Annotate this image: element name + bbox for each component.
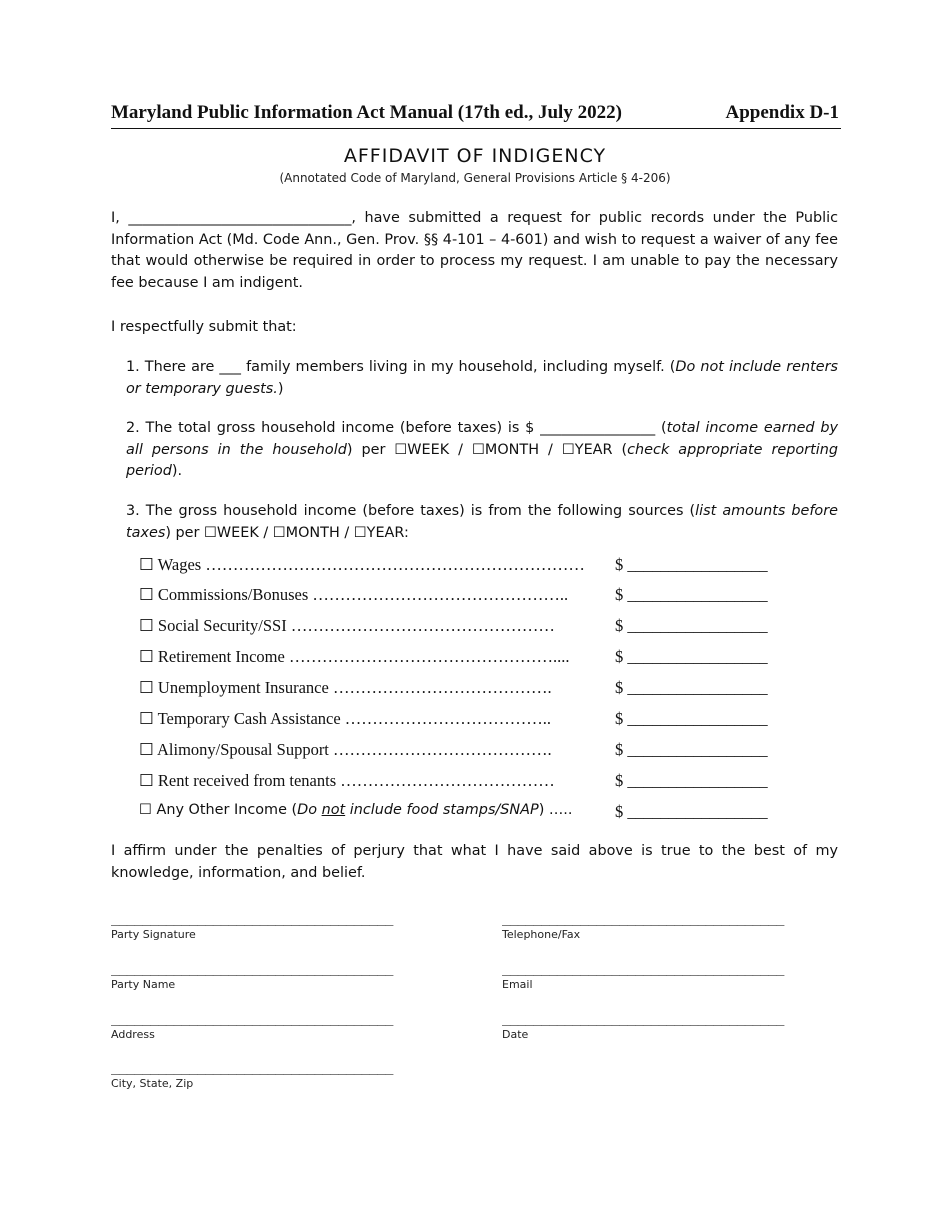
item3-text: 3. The gross household income (before taxes) is from the following sources (	[126, 503, 696, 519]
party-signature-field[interactable]	[111, 910, 441, 950]
party-signature-label: Party Signature	[111, 928, 196, 941]
item2-note1: total income earned by all persons in the household	[126, 420, 839, 458]
item1-close: )	[277, 380, 284, 397]
telephone-fax-field[interactable]	[502, 910, 832, 950]
city-state-zip-label: City, State, Zip	[111, 1077, 194, 1090]
appendix-label: Appendix D-1	[725, 102, 839, 123]
party-name-field[interactable]	[111, 960, 441, 1000]
income-label: ☐ Temporary Cash Assistance ………………………………..	[139, 709, 552, 728]
signature-line[interactable]: ____________________________________	[111, 910, 393, 926]
income-row-wages[interactable]	[139, 555, 799, 577]
intro-paragraph: I, _______________________________, have submitted a request for public records under the Public Information Act (Md. Code Ann., Gen. Prov. §§ 4-101 – 4-601) and wish to request a waiver of any fee that would otherwise be required in order to process my request. I am unable to pay the necessary fee because I am indigent.	[111, 210, 838, 291]
signature-line[interactable]: ____________________________________	[502, 1010, 784, 1026]
email-label: Email	[502, 978, 533, 991]
item2-period-options: ) per ☐WEEK / ☐MONTH / ☐YEAR (	[346, 441, 628, 458]
document-title: AFFIDAVIT OF INDIGENCY	[343, 145, 607, 167]
submit-line: I respectfully submit that:	[111, 319, 297, 335]
income-label: ☐ Wages ……………………………………………………………	[139, 555, 585, 574]
income-label: ☐ Social Security/SSI …………………………………………	[139, 616, 555, 635]
income-row-retirement[interactable]	[139, 647, 799, 669]
income-amount-field[interactable]: $ _________________	[615, 802, 768, 821]
date-label: Date	[502, 1028, 529, 1041]
income-label: ☐ Rent received from tenants …………………………………	[139, 771, 555, 790]
income-label	[139, 802, 572, 818]
party-name-label: Party Name	[111, 978, 176, 991]
item-income-sources	[126, 501, 838, 544]
income-label: ☐ Commissions/Bonuses ………………………………………..	[139, 585, 569, 604]
affirmation-paragraph: I affirm under the penalties of perjury that what I have said above is true to the best of my knowledge, information, and belief.	[111, 843, 838, 881]
income-label: ☐ Unemployment Insurance ………………………………….	[139, 678, 552, 697]
income-amount-field[interactable]: $ _________________	[615, 555, 768, 574]
signature-line[interactable]: ____________________________________	[502, 910, 784, 926]
telephone-fax-label: Telephone/Fax	[502, 928, 581, 941]
item1-note: Do not include renters or temporary guests.	[126, 359, 838, 397]
income-row-rent[interactable]	[139, 771, 799, 793]
other-note-not: not	[321, 802, 346, 818]
income-row-cash-assistance[interactable]	[139, 709, 799, 731]
income-amount-field[interactable]: $ _________________	[615, 678, 768, 697]
address-field[interactable]	[111, 1010, 441, 1050]
income-amount-field[interactable]: $ _________________	[615, 647, 768, 666]
income-row-commissions[interactable]	[139, 585, 799, 607]
item2-close: ).	[171, 463, 183, 479]
item2-text: 2. The total gross household income (before taxes) is $ ________________ (	[126, 420, 667, 436]
item-gross-income	[126, 418, 838, 483]
other-suffix: ) …..	[538, 802, 573, 818]
other-note-b: include food stamps/SNAP	[345, 802, 539, 818]
income-amount-field[interactable]: $ _________________	[615, 740, 768, 759]
income-label: ☐ Retirement Income …………………………………………....	[139, 647, 570, 666]
signature-line[interactable]: ____________________________________	[111, 1010, 393, 1026]
income-amount-field[interactable]: $ _________________	[615, 709, 768, 728]
city-state-zip-field[interactable]	[111, 1059, 441, 1099]
address-label: Address	[111, 1028, 155, 1041]
item1-text: 1. There are ___ family members living in my household, including myself. (	[126, 359, 676, 375]
item3-note: list amounts before taxes	[126, 503, 838, 541]
income-row-other[interactable]	[139, 802, 799, 824]
date-field[interactable]	[502, 1010, 832, 1050]
item2-note2: check appropriate reporting period	[126, 441, 838, 479]
other-note-a: Do	[297, 802, 322, 818]
income-amount-field[interactable]: $ _________________	[615, 771, 768, 790]
running-header	[111, 100, 841, 129]
item-household-members	[126, 357, 838, 400]
income-label: ☐ Alimony/Spousal Support ………………………………….	[139, 740, 552, 759]
signature-line[interactable]: ____________________________________	[111, 960, 393, 976]
income-row-alimony[interactable]	[139, 740, 799, 762]
signature-line[interactable]: ____________________________________	[111, 1059, 393, 1075]
signature-line[interactable]: ____________________________________	[502, 960, 784, 976]
email-field[interactable]	[502, 960, 832, 1000]
manual-title: Maryland Public Information Act Manual (17th ed., July 2022)	[111, 102, 622, 123]
income-row-social-security[interactable]	[139, 616, 799, 638]
income-row-unemployment[interactable]	[139, 678, 799, 700]
other-prefix: ☐ Any Other Income (	[139, 802, 298, 818]
item3-period-options: ) per ☐WEEK / ☐MONTH / ☐YEAR:	[165, 524, 409, 541]
document-subtitle: (Annotated Code of Maryland, General Provisions Article § 4-206)	[279, 171, 671, 185]
income-amount-field[interactable]: $ _________________	[615, 616, 768, 635]
income-amount-field[interactable]: $ _________________	[615, 585, 768, 604]
